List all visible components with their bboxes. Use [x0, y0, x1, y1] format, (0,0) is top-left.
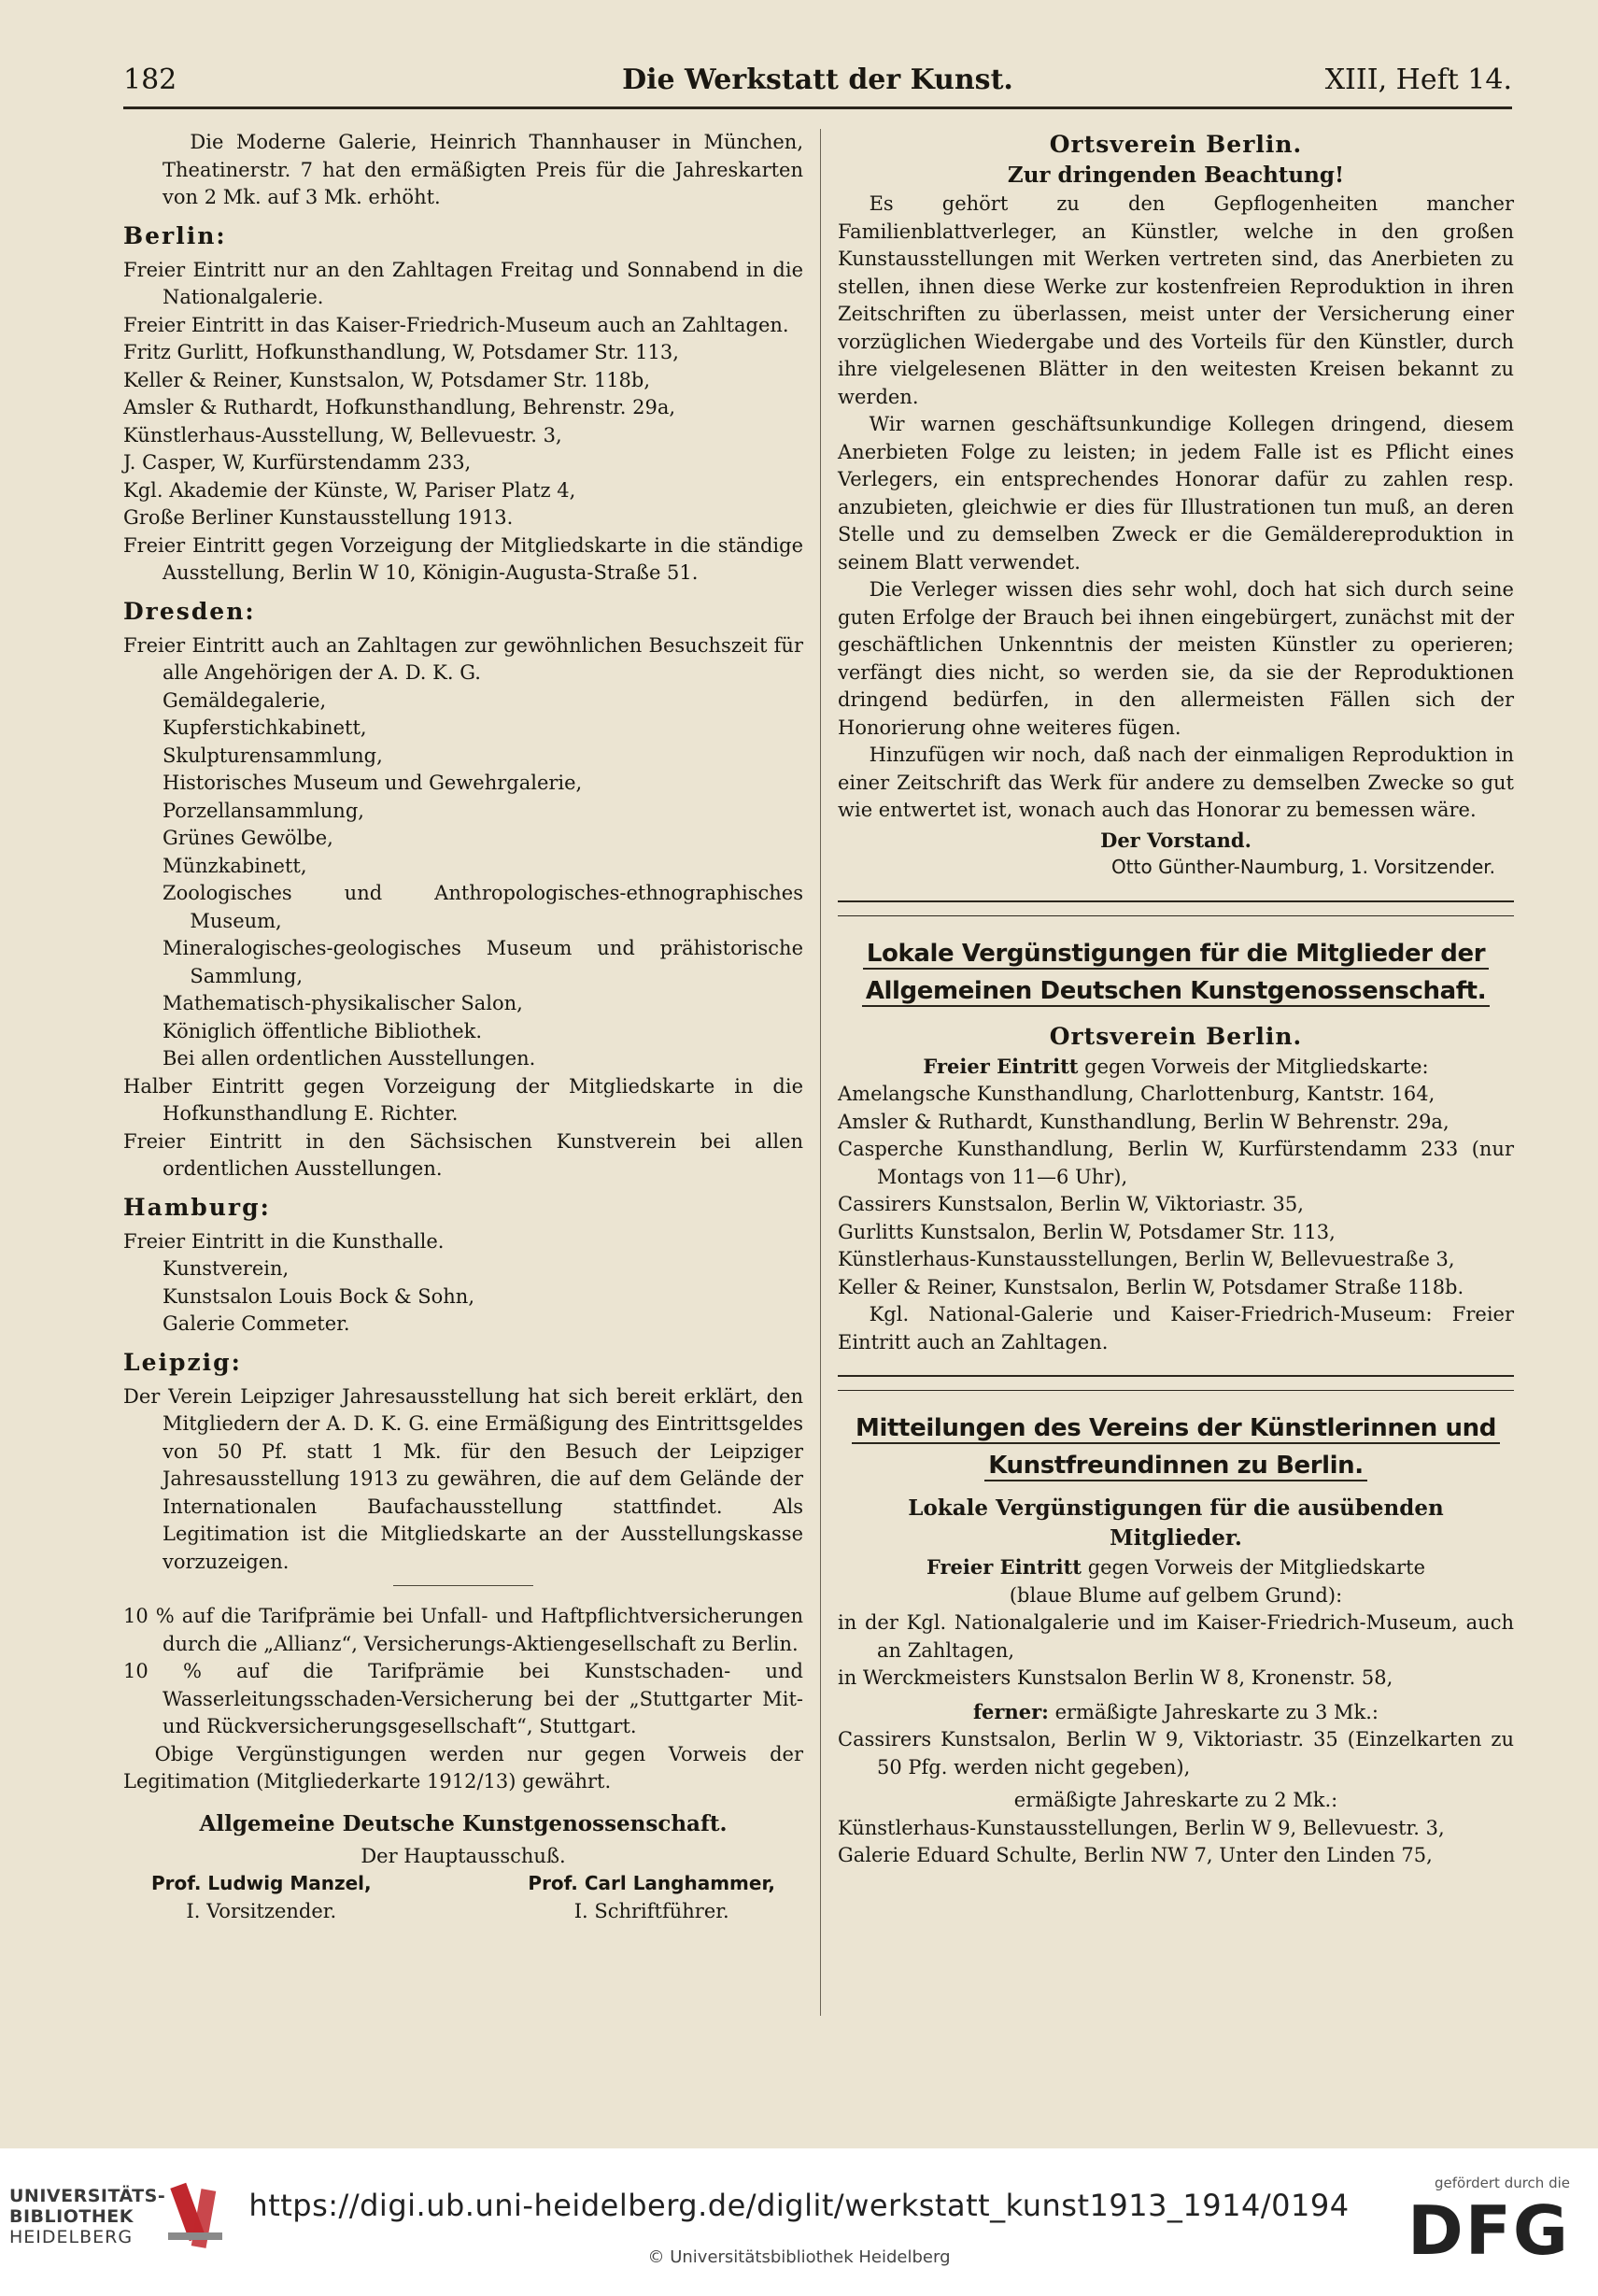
shop-item: Keller & Reiner, Kunstsalon, Berlin W, Potsdamer Straße 118b. — [838, 1275, 1464, 1298]
shop-item: Casperche Kunsthandlung, Berlin W, Kurfürstendamm 233 (nur Montags von 11—6 Uhr), — [838, 1138, 1514, 1188]
hamburg-list-item: Galerie Commeter. — [163, 1312, 350, 1335]
last-item: Galerie Eduard Schulte, Berlin NW 7, Unter den Linden 75, — [838, 1844, 1433, 1866]
signature-1 — [151, 1870, 372, 1925]
page-number: 182 — [123, 64, 177, 96]
venue-item: in Werckmeisters Kunstsalon Berlin W 8, Kronenstr. 58, — [838, 1666, 1393, 1689]
dresden-list-item: Mineralogisches-geologisches Museum und prähistorische Sammlung, — [163, 937, 803, 987]
section-rule-thin — [838, 1390, 1514, 1391]
notice-paragraph: Hinzufügen wir noch, daß nach der einmaligen Reproduktion in einer Zeitschrift das Werk für andere zu demselben Zwecke so gut wie entwertet ist, wonach auch das Honorar zu bemessen wäre. — [838, 744, 1514, 821]
dresden-item: Halber Eintritt gegen Vorzeigung der Mitgliedskarte in die Hofkunsthandlung E. Richter. — [123, 1074, 803, 1125]
free-entry-text: gegen Vorweis der Mitgliedskarte: — [1078, 1055, 1429, 1078]
copyright-text: © Universitätsbibliothek Heidelberg — [647, 2247, 951, 2267]
dresden-list-item: Münzkabinett, — [163, 854, 307, 877]
signature-2-name: Prof. Carl Langhammer, — [528, 1872, 775, 1894]
free-entry-text-2: gegen Vorweis der Mitgliedskarte — [1082, 1556, 1426, 1579]
insurance-item: 10 % auf die Tarifprämie bei Unfall- und Haftpflichtversicherungen durch die „Allianz“, Versicherungs-Aktiengesellschaft zu Berlin. — [123, 1605, 803, 1655]
national-gallery-note: Kgl. National-Galerie und Kaiser-Friedrich-Museum: Freier Eintritt auch an Zahltagen. — [838, 1303, 1514, 1354]
left-column — [123, 129, 803, 1925]
insurance-item: 10 % auf die Tarifprämie bei Kunstschaden- und Wasserleitungsschaden-Versicherung bei der „Stuttgarter Mit- und Rückversicherungsgesellschaft“, Stuttgart. — [123, 1660, 803, 1737]
hamburg-intro: Freier Eintritt in die Kunsthalle. — [123, 1229, 445, 1253]
right-column — [838, 129, 1514, 1870]
ortsverein-heading-2: Ortsverein Berlin. — [1049, 1022, 1303, 1050]
notice-paragraph: Wir warnen geschäftsunkundige Kollegen dringend, diesem Anerbieten Folge zu leisten; in jedem Falle ist es Pflicht eines Verlegers, ein entsprechendes Honorar dafür zu zahlen resp. anzubieten, gleichwie er dies für Illustrationen tun muß, an deren Stelle und zu demselben Zweck er die Gemäldereproduktion in seinem Blatt verwendet. — [838, 413, 1514, 574]
free-entry-label-2: Freier Eintritt — [926, 1555, 1082, 1579]
ortsverein-heading: Ortsverein Berlin. — [1049, 131, 1303, 158]
dresden-intro: Freier Eintritt auch an Zahltagen zur gewöhnlichen Besuchszeit für alle Angehörigen der A. D. K. G. — [123, 633, 803, 684]
library-line-3: HEIDELBERG — [9, 2227, 134, 2247]
section-rule — [838, 900, 1514, 902]
free-entry-line — [838, 1053, 1514, 1082]
box-heading-vereins — [838, 1410, 1514, 1484]
library-line-2: BIBLIOTHEK — [9, 2206, 134, 2227]
signatures — [123, 1870, 803, 1925]
local-heading — [838, 1494, 1514, 1553]
intro-paragraph: Die Moderne Galerie, Heinrich Thannhauser in München, Theatinerstr. 7 hat den ermäßigten Preis für die Jahreskarten von 2 Mk. auf 3 Mk. erhöht. — [163, 131, 803, 208]
berlin-item: J. Casper, W, Kurfürstendamm 233, — [123, 451, 472, 474]
dresden-list-item: Skulpturensammlung, — [163, 744, 383, 767]
signature-2-role: I. Schriftführer. — [573, 1899, 729, 1922]
berlin-item: Amsler & Ruthardt, Hofkunsthandlung, Behrenstr. 29a, — [123, 396, 676, 418]
hamburg-heading: Hamburg: — [123, 1193, 271, 1221]
separator — [393, 1585, 533, 1586]
cassirer-item: Cassirers Kunstsalon, Berlin W 9, Viktoriastr. 35 (Einzelkarten zu 50 Pfg. werden nicht gegeben), — [838, 1728, 1514, 1779]
shop-item: Gurlitts Kunstsalon, Berlin W, Potsdamer Str. 113, — [838, 1220, 1336, 1243]
dresden-list-item: Porzellansammlung, — [163, 799, 364, 822]
free-entry-label: Freier Eintritt — [923, 1054, 1079, 1078]
dresden-list-item: Kupferstichkabinett, — [163, 716, 367, 739]
shop-item: Amelangsche Kunsthandlung, Charlottenburg, Kantstr. 164, — [838, 1083, 1435, 1105]
leipzig-heading: Leipzig: — [123, 1348, 242, 1376]
berlin-item: Künstlerhaus-Ausstellung, W, Bellevuestr. 3, — [123, 423, 562, 446]
local-heading-line: Lokale Vergünstigungen für die ausübenden — [908, 1495, 1444, 1521]
box-heading-line: Allgemeinen Deutschen Kunstgenossenschaft. — [862, 977, 1490, 1007]
shop-item: Cassirers Kunstsalon, Berlin W, Viktoriastr. 35, — [838, 1193, 1304, 1215]
last-item: Künstlerhaus-Kunstausstellungen, Berlin W 9, Bellevuestr. 3, — [838, 1816, 1445, 1839]
shop-item: Amsler & Ruthardt, Kunsthandlung, Berlin W Behrenstr. 29a, — [838, 1110, 1450, 1133]
dfg-logo: DFG — [1407, 2191, 1570, 2270]
berlin-item: Kgl. Akademie der Künste, W, Pariser Platz 4, — [123, 478, 576, 502]
notice-paragraph: Die Verleger wissen dies sehr wohl, doch hat sich durch seine guten Erfolge der Brauch bei ihnen eingebürgert, zunächst mit der geschäftlichen Unkenntnis der meisten Künstler zu operieren; verfängt dies nicht, so werden sie, da sie der Reproduktionen dringend bedürfen, in den allermeisten Fällen sich der Honorierung ohne weiteres fügen. — [838, 578, 1514, 739]
free-entry-line-2 — [838, 1553, 1514, 1582]
dresden-list-item: Königlich öffentliche Bibliothek. — [163, 1019, 483, 1042]
adkg-heading: Allgemeine Deutsche Kunstgenossenschaft. — [199, 1810, 728, 1836]
section-rule-thin — [838, 915, 1514, 916]
dresden-list-item: Mathematisch-physikalischer Salon, — [163, 992, 523, 1014]
dresden-list-item: Historisches Museum und Gewehrgalerie, — [163, 772, 583, 794]
berlin-item: Fritz Gurlitt, Hofkunsthandlung, W, Potsdamer Str. 113, — [123, 341, 679, 363]
further-label: ferner: — [972, 1699, 1049, 1723]
shop-item: Künstlerhaus-Kunstausstellungen, Berlin W, Bellevuestraße 3, — [838, 1248, 1455, 1270]
header-rule — [123, 106, 1512, 109]
page-header — [123, 58, 1512, 105]
box-heading-line: Lokale Vergünstigungen für die Mitglieder der — [863, 940, 1489, 970]
leipzig-text: Der Verein Leipziger Jahresausstellung hat sich bereit erklärt, den Mitgliedern der A. D. K. G. eine Ermäßigung des Eintrittsgeldes von 50 Pf. statt 1 Mk. für den Besuch der Leipziger Jahresausstellung 1913 zu gewähren, die auf dem Gelände der Internationalen Baufachausstellung stattfindet. Als Legitimation ist die Mitgliedskarte an der Ausstellungskasse vorzuzeigen. — [123, 1384, 803, 1573]
chair-signature: Otto Günther-Naumburg, 1. Vorsitzender. — [1111, 856, 1495, 878]
reduced-card-line: ermäßigte Jahreskarte zu 2 Mk.: — [1013, 1789, 1338, 1811]
dresden-item: Freier Eintritt in den Sächsischen Kunstverein bei allen ordentlichen Ausstellungen. — [123, 1129, 803, 1180]
issue-label: XIII, Heft 14. — [1324, 64, 1512, 96]
box-heading-line: Kunstfreundinnen zu Berlin. — [984, 1452, 1367, 1481]
further-text: ermäßigte Jahreskarte zu 3 Mk.: — [1048, 1700, 1379, 1723]
section-rule — [838, 1375, 1514, 1377]
hamburg-list-item: Kunstverein, — [163, 1257, 290, 1280]
document-url-link[interactable]: https://digi.ub.uni-heidelberg.de/diglit/werkstatt_kunst1913_1914/0194 — [248, 2188, 1350, 2223]
viewer-footer — [0, 2148, 1598, 2296]
dresden-list-item: Bei allen ordentlichen Ausstellungen. — [163, 1047, 536, 1070]
box-heading-line: Mitteilungen des Vereins der Künstlerinnen und — [852, 1414, 1500, 1444]
signature-1-name: Prof. Ludwig Manzel, — [151, 1872, 372, 1894]
library-line-1: UNIVERSITÄTS- — [9, 2186, 166, 2206]
funding-note: gefördert durch die — [1435, 2175, 1570, 2191]
venue-item: in der Kgl. Nationalgalerie und im Kaiser-Friedrich-Museum, auch an Zahltagen, — [838, 1611, 1514, 1662]
berlin-item: Keller & Reiner, Kunstsalon, W, Potsdamer Str. 118b, — [123, 368, 651, 391]
dresden-list-item: Gemäldegalerie, — [163, 688, 327, 712]
signature-1-role: I. Vorsitzender. — [186, 1899, 337, 1922]
berlin-item: Freier Eintritt gegen Vorzeigung der Mitgliedskarte in die ständige Ausstellung, Berlin W 10, Königin-Augusta-Straße 51. — [123, 533, 803, 584]
journal-title: Die Werkstatt der Kunst. — [622, 64, 1013, 96]
column-divider — [820, 129, 821, 2016]
dresden-list-item: Grünes Gewölbe, — [163, 827, 333, 849]
berlin-heading: Berlin: — [123, 221, 227, 249]
committee-label: Der Hauptausschuß. — [361, 1844, 566, 1867]
dresden-list-item: Zoologisches und Anthropologisches-ethnographisches Museum, — [163, 882, 803, 932]
dresden-heading: Dresden: — [123, 597, 256, 625]
box-heading-adkg — [838, 935, 1514, 1010]
berlin-item: Freier Eintritt nur an den Zahltagen Freitag und Sonnabend in die Nationalgalerie. — [123, 258, 803, 308]
local-heading-line: Mitglieder. — [1110, 1525, 1242, 1551]
signature-2 — [528, 1870, 775, 1925]
berlin-item: Große Berliner Kunstausstellung 1913. — [123, 506, 514, 529]
further-line — [838, 1698, 1514, 1727]
berlin-item: Freier Eintritt in das Kaiser-Friedrich-Museum auch an Zahltagen. — [123, 313, 789, 336]
attention-heading: Zur dringenden Beachtung! — [1007, 163, 1345, 188]
board-signature: Der Vorstand. — [1100, 828, 1252, 852]
insurance-note: Obige Vergünstigungen werden nur gegen Vorweis der Legitimation (Mitgliederkarte 1912/13) gewährt. — [123, 1742, 803, 1793]
notice-paragraph: Es gehört zu den Gepflogenheiten mancher Familienblattverleger, an Künstler, welche in den großen Kunstausstellungen mit Werken vertreten sind, das Anerbieten zu stellen, ihnen diese Werke zur kostenfreien Reproduktion in ihren Zeitschriften zu überlassen, meist unter der Versicherung einer vorzüglichen Wiedergabe und des Vorteils für den Künstler, durch ihre vielgelesenen Blätter in den weitesten Kreisen bekannt zu werden. — [838, 192, 1514, 408]
blue-card-note: (blaue Blume auf gelbem Grund): — [1009, 1583, 1343, 1607]
hamburg-list-item: Kunstsalon Louis Bock & Sohn, — [163, 1284, 474, 1308]
